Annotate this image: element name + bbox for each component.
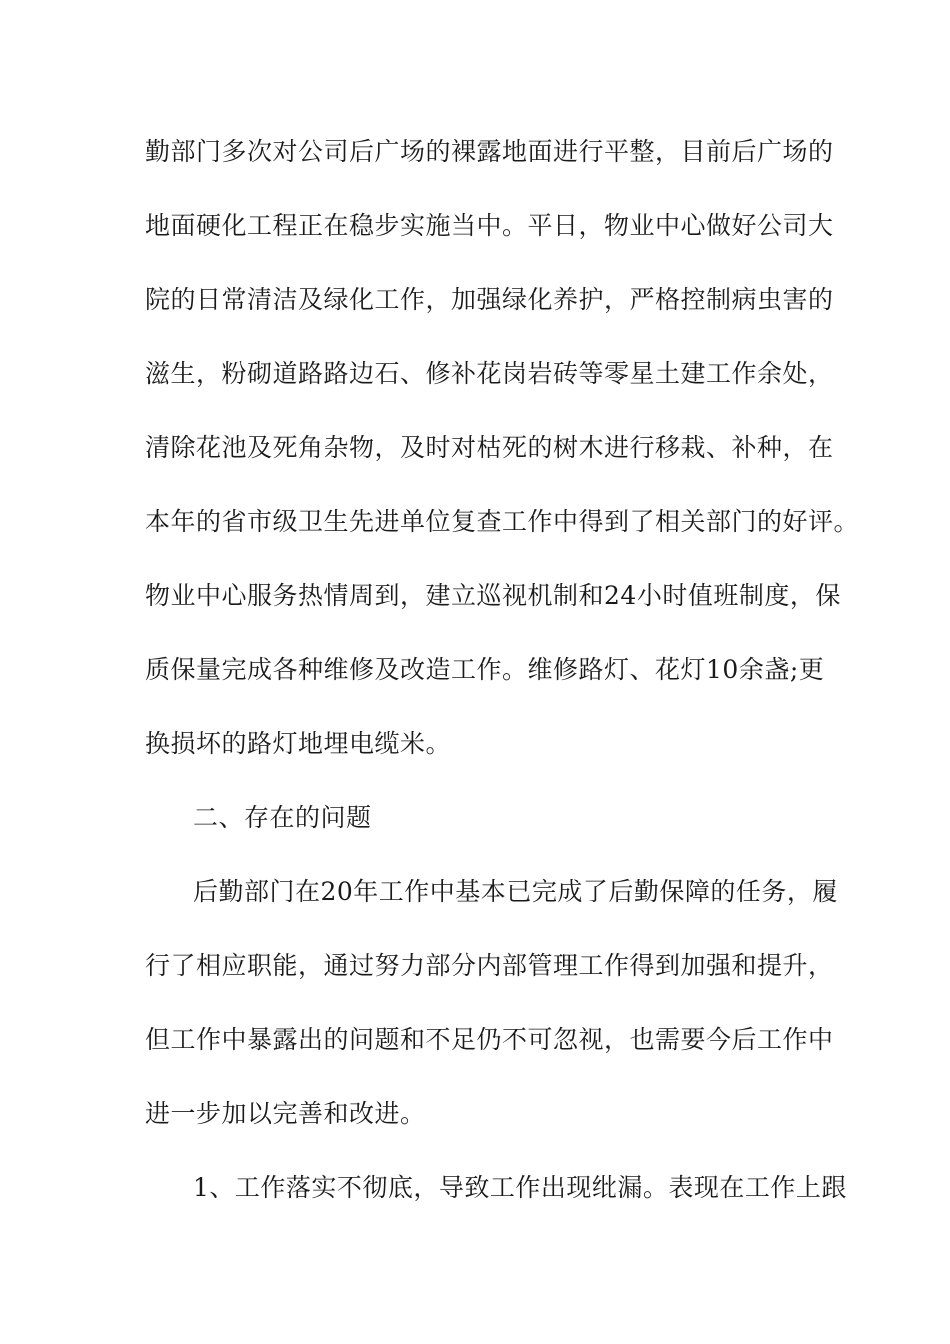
paragraph-line: 物业中心服务热情周到，建立巡视机制和24小时值班制度，保 (145, 581, 841, 610)
paragraph-line: 本年的省市级卫生先进单位复查工作中得到了相关部门的好评。 (145, 507, 860, 536)
paragraph-line: 换损坏的路灯地埋电缆米。 (145, 729, 452, 758)
paragraph-line: 质保量完成各种维修及改造工作。维修路灯、花灯10余盏;更 (145, 655, 825, 684)
paragraph-line: 进一步加以完善和改进。 (145, 1099, 426, 1128)
paragraph-line: 勤部门多次对公司后广场的裸露地面进行平整，目前后广场的 (145, 137, 834, 166)
paragraph-line: 但工作中暴露出的问题和不足仍不可忽视，也需要今后工作中 (145, 1025, 834, 1054)
section-heading: 二、存在的问题 (193, 803, 372, 832)
paragraph-line: 滋生，粉砌道路路边石、修补花岗岩砖等零星土建工作余处， (145, 359, 834, 388)
paragraph-line: 地面硬化工程正在稳步实施当中。平日，物业中心做好公司大 (145, 211, 834, 240)
list-item-line: 1、工作落实不彻底，导致工作出现纰漏。表现在工作上跟 (193, 1173, 847, 1202)
paragraph-line: 院的日常清洁及绿化工作，加强绿化养护，严格控制病虫害的 (145, 285, 834, 314)
paragraph-line: 清除花池及死角杂物，及时对枯死的树木进行移栽、补种，在 (145, 433, 834, 462)
paragraph-line: 后勤部门在20年工作中基本已完成了后勤保障的任务，履 (193, 877, 838, 906)
paragraph-line: 行了相应职能，通过努力部分内部管理工作得到加强和提升， (145, 951, 834, 980)
